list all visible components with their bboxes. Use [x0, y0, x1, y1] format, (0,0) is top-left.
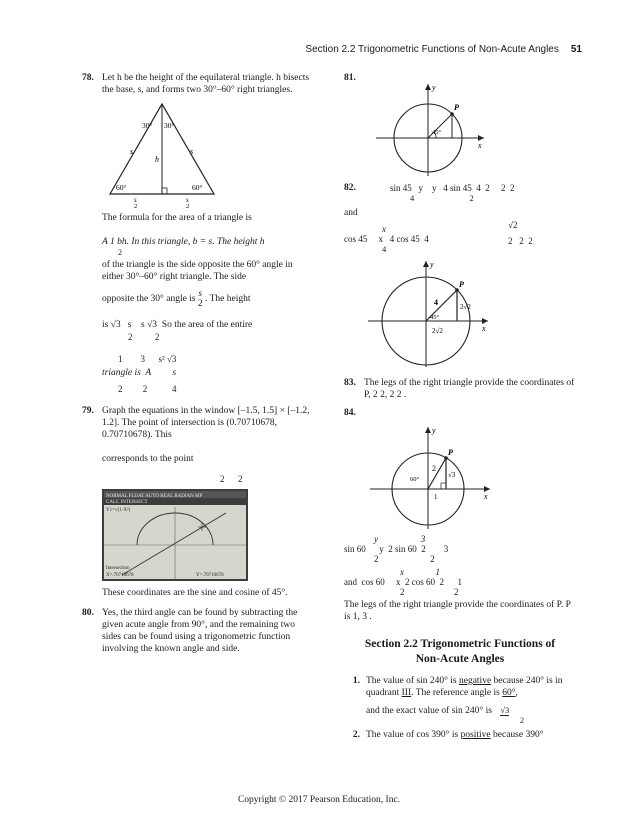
sin45-line: sin 45 y y 4 sin 45 4 2 2 2 [390, 183, 515, 193]
angle-label: 45° [430, 314, 440, 321]
q1-text-c: . The reference angle is [411, 688, 503, 698]
height-label: h [155, 155, 159, 164]
section-title-line2: Non-Acute Angles [415, 653, 505, 665]
side-label-right: s [190, 147, 194, 156]
q1-text-b: because 240° is in quadrant [366, 676, 563, 698]
problem-78 [82, 72, 314, 96]
right-column [344, 72, 576, 741]
q1-text-d: , [515, 688, 518, 698]
angle-label-top-right: 30° [164, 121, 175, 130]
problem-83 [344, 377, 576, 401]
q1-answer-quadrant: III [401, 688, 412, 698]
q1-answer-reference: 60° [502, 688, 516, 698]
page-number: 51 [570, 44, 582, 55]
area-result-line: triangle is A s [102, 368, 177, 378]
q2-text-b: because 390° [490, 730, 544, 740]
side-label-left: s [130, 147, 134, 156]
question-2 [344, 729, 576, 741]
q1-text-a: The value of sin 240° is [366, 676, 459, 686]
coordinates-text: These coordinates are the sine and cosine of 45°. [102, 588, 288, 598]
problem-81 [344, 72, 576, 178]
problem-number: 83. [344, 378, 356, 388]
calc-intersect-line: CALC INTERSECT [106, 500, 148, 505]
half-base-left-num: s [134, 196, 137, 204]
opposite-frac-den: 2 [197, 299, 203, 309]
angle-label-left: 60° [116, 183, 127, 192]
problem-text: The legs of the right triangle provide the coordinates of P, 2 2, 2 2 . [364, 378, 575, 400]
cos45-line: cos 45 x 4 cos 45 4 [344, 234, 429, 244]
page-header [305, 44, 582, 56]
sin60-line: sin 60 y 2 sin 60 2 3 [344, 544, 449, 554]
legs-text: The legs of the right triangle provide the coordinates of P. P is 1, 3 . [344, 600, 571, 622]
opposite-text: opposite the 30° angle is [102, 294, 196, 305]
height-value-denominator: 2 2 [128, 332, 160, 342]
cos60-line: and cos 60 x 2 cos 60 2 1 [344, 577, 462, 587]
problem-number: 78. [82, 73, 94, 83]
problem-text: Yes, the third angle can be found by subtracting the given acute angle from 90°, and the remaining two sides can be found using a trigonometric function involving the known angle and side. [102, 608, 298, 654]
q2-answer-sign: positive [460, 730, 491, 740]
area-formula-denominator: 2 [118, 248, 122, 257]
point-denominators: 2 2 [220, 474, 243, 484]
area-numerators: 1 3 s² √3 [118, 354, 177, 364]
unit-circle-45-figure [370, 78, 490, 178]
q1-answer-sign: negative [458, 676, 492, 686]
problem-78-continued [82, 212, 314, 395]
sin45-denominators: 4 2 [410, 193, 474, 203]
left-column [82, 72, 314, 655]
and-text: and [344, 208, 358, 218]
point-p-label: P [448, 448, 453, 457]
point-p-label: P [454, 103, 459, 112]
height-explanation: of the triangle is the side opposite the 60° angle in either 30°–60° right triangle. The side [102, 260, 293, 282]
header-title: Section 2.2 Trigonometric Functions of Non-Acute Angles [305, 44, 559, 55]
problem-text: Graph the equations in the window [–1.5, 1.5] × [–1.2, 1.2]. The point of intersection is (0.70710678, 0.70710678). This [102, 406, 310, 440]
radius-label: 4 [434, 298, 438, 307]
point-p-label: P [459, 280, 464, 289]
q1-value-den: 2 [520, 716, 524, 725]
cos45-result: 2 2 2 [508, 236, 533, 246]
question-1 [344, 675, 576, 725]
sin60-denominators: 2 2 [374, 554, 435, 564]
x-axis-label: x [484, 492, 488, 501]
angle-label-right: 60° [192, 183, 203, 192]
calc-x-value: X=.70710678 [106, 573, 134, 578]
horizontal-side-label: 1 [434, 493, 438, 501]
calculator-screen [102, 489, 248, 581]
half-base-left-den: 2 [134, 203, 138, 208]
x-axis-label: x [478, 141, 482, 150]
question-number: 1. [352, 676, 360, 686]
problem-84 [344, 407, 576, 623]
q1-text-e: and the exact value of sin 240° is [366, 706, 492, 716]
calc-y-value: Y=.70710678 [196, 573, 224, 578]
cos60-numerators: x 1 [400, 567, 440, 577]
copyright-footer: Copyright © 2017 Pearson Education, Inc. [237, 795, 401, 805]
y-axis-label: y [432, 426, 436, 435]
height-value: is √3 s s √3 [102, 320, 158, 330]
calc-mode-line: NORMAL FLOAT AUTO REAL RADIAN MP [106, 494, 203, 499]
section-title-line1: Section 2.2 Trigonometric Functions of [364, 638, 556, 650]
area-formula-intro: The formula for the area of a triangle is [102, 213, 252, 223]
problem-82 [344, 182, 576, 369]
y-axis-label: y [430, 260, 434, 269]
problem-number: 84. [344, 408, 356, 418]
q2-text-a: The value of cos 390° is [366, 730, 461, 740]
problem-79-continued [82, 453, 314, 599]
angle-label-top-left: 30° [142, 121, 153, 130]
problem-number: 80. [82, 608, 94, 618]
vertical-side-label: √3 [448, 471, 456, 479]
area-denominators: 2 2 4 [118, 384, 177, 394]
problem-number: 82. [344, 183, 356, 193]
y-axis-label: y [432, 83, 436, 92]
sin60-numerators: y 3 [374, 534, 426, 544]
angle-label: 60° [410, 476, 420, 483]
problem-number: 81. [344, 73, 356, 83]
q1-value-num: √3 [500, 704, 510, 715]
half-base-right-num: s [186, 196, 189, 204]
vertical-side-label: 2√2 [460, 303, 471, 311]
circle-radius-2-figure [366, 423, 496, 531]
problem-80 [82, 607, 314, 655]
calc-intersection-label: Intersection [106, 566, 130, 571]
area-intro: So the area of the entire [161, 320, 253, 330]
calc-function: Y1=√(1-X²) [106, 508, 131, 513]
problem-text: Let h be the height of the equilateral triangle. h bisects the base, s, and forms two 30°–60° right triangles. [102, 73, 310, 95]
problem-79 [82, 405, 314, 441]
opposite-frac-num: s [198, 289, 203, 299]
cos45-root: √2 [508, 220, 518, 230]
x-axis-label: x [482, 324, 486, 333]
problem-number: 79. [82, 406, 94, 416]
cos60-denominators: 2 2 [400, 587, 459, 597]
area-formula: A 1 bh. In this triangle, b = s. The height h [102, 237, 265, 247]
horizontal-side-label: 2√2 [432, 327, 443, 335]
cos45-numerator: x [382, 224, 386, 234]
angle-label: 45° [432, 129, 442, 136]
point-text: corresponds to the point [102, 454, 194, 464]
radius-label: 2 [432, 464, 436, 473]
opposite-end: . The height [205, 294, 251, 305]
half-base-right-den: 2 [186, 203, 190, 208]
section-heading [344, 637, 576, 667]
circle-radius-4-figure [364, 257, 494, 369]
question-number: 2. [352, 730, 360, 740]
equilateral-triangle-figure [102, 100, 222, 208]
cos45-denominator: 4 [382, 244, 387, 254]
